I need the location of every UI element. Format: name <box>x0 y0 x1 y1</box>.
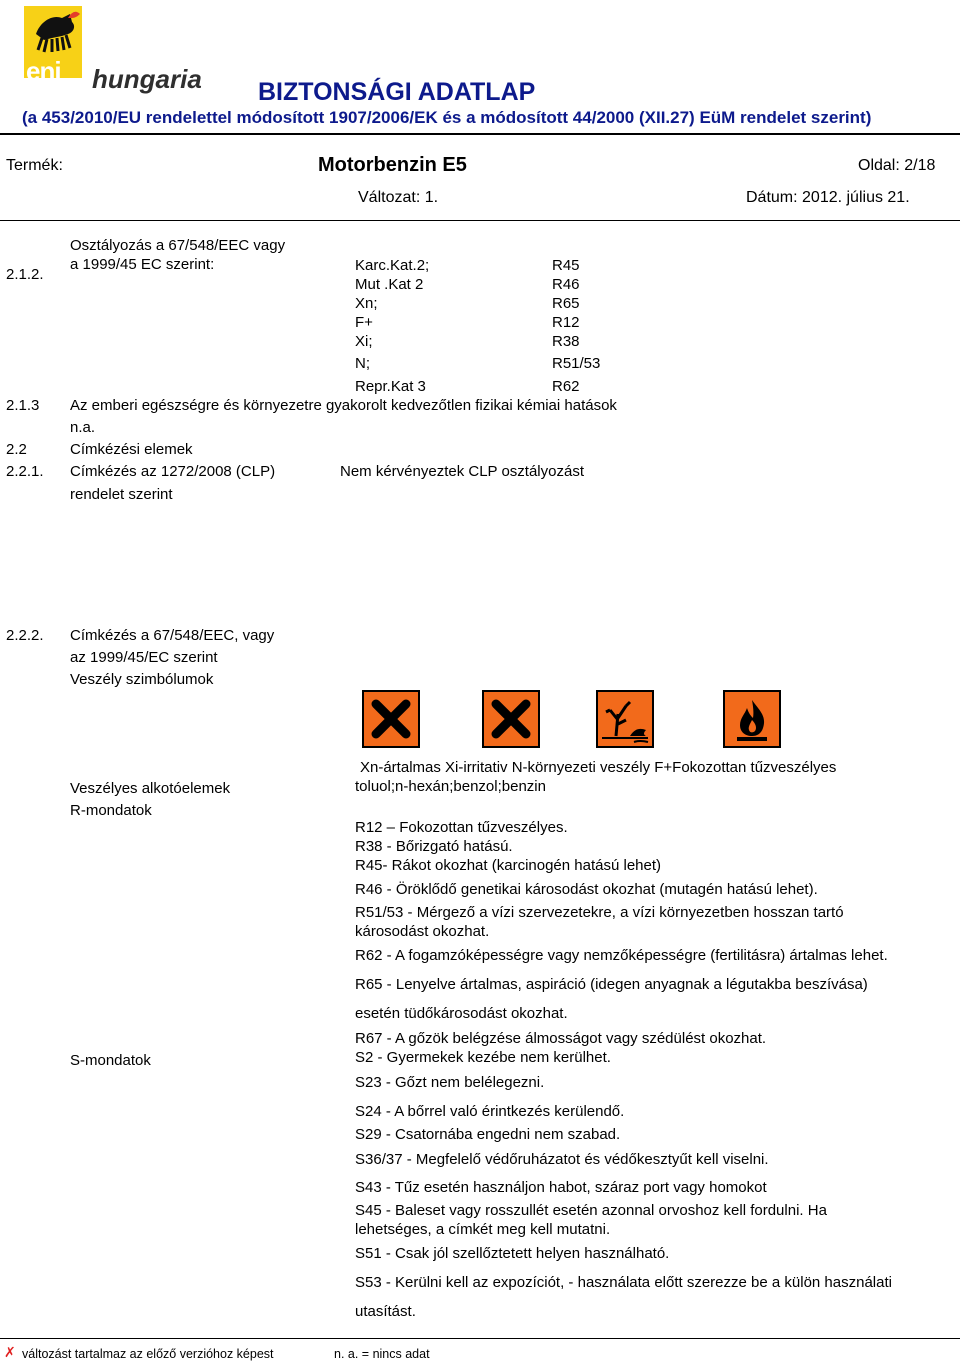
flame-icon <box>723 690 781 748</box>
section-number-222: 2.2.2. <box>6 627 44 644</box>
section-221-value: Nem kérvényeztek CLP osztályozást <box>340 463 584 480</box>
r-phrase-item: R62 <box>552 378 580 395</box>
s-sentence: S29 - Csatornába engedni nem szabad. <box>355 1126 621 1143</box>
classification-r-phrases <box>552 256 600 396</box>
logo-brand-text: eni <box>26 56 61 86</box>
r-sentence: R62 - A fogamzóképességre vagy nemzőképességre (fertilitásra) ártalmas lehet. <box>355 947 888 964</box>
s-sentence: S24 - A bőrrel való érintkezés kerülendő. <box>355 1103 625 1120</box>
date-label: Dátum: 2012. július 21. <box>746 189 910 206</box>
category-item: Mut .Kat 2 <box>355 276 424 293</box>
s-sentence: S36/37 - Megfelelő védőruházatot és védőkesztyűt kell viselni. <box>355 1151 769 1168</box>
section-212-label-line1: Osztályozás a 67/548/EEC vagy <box>70 237 286 254</box>
r-phrase-item: R38 <box>552 333 580 350</box>
section-number-22: 2.2 <box>6 441 27 458</box>
dangerous-components-label: Veszélyes alkotóelemek <box>70 780 231 797</box>
section-222-label-line3: Veszély szimbólumok <box>70 671 214 688</box>
document-subtitle: (a 453/2010/EU rendelettel módosított 1907/2006/EK és a módosított 44/2000 (XII.27) EüM rendelet szerint) <box>22 108 872 127</box>
category-item: N; <box>355 355 370 372</box>
product-label: Termék: <box>6 157 63 174</box>
section-213-value: n.a. <box>70 419 96 436</box>
r-sentence: R38 - Bőrizgató hatású. <box>355 838 513 855</box>
s-sentence: S43 - Tűz esetén használjon habot, száraz port vagy homokot <box>355 1179 767 1196</box>
r-sentence: R12 – Fokozottan tűzveszélyes. <box>355 819 568 836</box>
irritant-x-icon <box>482 690 540 748</box>
r-sentence: R51/53 - Mérgező a vízi szervezetekre, a vízi környezetben hosszan tartó <box>355 904 844 921</box>
section-212-label-line2: a 1999/45 EC szerint: <box>70 256 215 273</box>
section-222-label-line1: Címkézés a 67/548/EEC, vagy <box>70 627 275 644</box>
page-number: Oldal: 2/18 <box>858 157 936 174</box>
r-sentence: esetén tüdőkárosodást okozhat. <box>355 1005 568 1022</box>
section-number-212: 2.1.2. <box>6 266 44 283</box>
product-name: Motorbenzin E5 <box>318 154 467 176</box>
r-phrase-item: R45 <box>552 257 580 274</box>
r-phrase-item: R46 <box>552 276 580 293</box>
s-sentence: S53 - Kerülni kell az expozíciót, - használata előtt szerezze be a külön használati <box>355 1274 892 1291</box>
change-mark-icon: ✗ <box>4 1344 16 1360</box>
version-label: Változat: 1. <box>358 189 439 206</box>
section-number-213: 2.1.3 <box>6 397 40 414</box>
category-item: Xi; <box>355 333 373 350</box>
section-221-label-line2: rendelet szerint <box>70 486 173 503</box>
r-sentence: R46 - Öröklődő genetikai károsodást okozhat (mutagén hatású lehet). <box>355 881 818 898</box>
hazard-symbol-captions: Xn-ártalmas Xi-irritativ N-környezeti veszély F+Fokozottan tűzveszélyes <box>360 759 837 776</box>
classification-categories <box>355 256 429 396</box>
r-phrase-item: R65 <box>552 295 580 312</box>
r-phrase-item: R51/53 <box>552 355 601 372</box>
r-sentence: károsodást okozhat. <box>355 923 490 940</box>
s-sentence: utasítást. <box>355 1303 416 1320</box>
s-sentence: S23 - Gőzt nem belélegezni. <box>355 1074 545 1091</box>
category-item: Repr.Kat 3 <box>355 378 426 395</box>
r-sentence: R45- Rákot okozhat (karcinogén hatású lehet) <box>355 857 662 874</box>
environment-hazard-icon <box>596 690 654 748</box>
s-sentence: S2 - Gyermekek kezébe nem kerülhet. <box>355 1049 611 1066</box>
s-sentence: S51 - Csak jól szellőztetett helyen használható. <box>355 1245 670 1262</box>
s-sentences-label: S-mondatok <box>70 1052 151 1069</box>
r-sentence: R65 - Lenyelve ártalmas, aspiráció (idegen anyagnak a légutakba beszívása) <box>355 976 868 993</box>
header-divider <box>0 133 960 135</box>
section-221-label-line1: Címkézés az 1272/2008 (CLP) <box>70 463 276 480</box>
r-phrase-item: R12 <box>552 314 580 331</box>
section-213-text: Az emberi egészségre és környezetre gyakorolt kedvezőtlen fizikai kémiai hatások <box>70 397 617 414</box>
section-222-label-line2: az 1999/45/EC szerint <box>70 649 218 666</box>
r-sentence: R67 - A gőzök belégzése álmosságot vagy szédülést okozhat. <box>355 1030 767 1047</box>
footer-change-note: változást tartalmaz az előző verzióhoz képest <box>22 1347 274 1361</box>
category-item: Xn; <box>355 295 378 312</box>
footer-na-note: n. a. = nincs adat <box>334 1347 430 1361</box>
section-22-text: Címkézési elemek <box>70 441 193 458</box>
s-sentence: lehetséges, a címkét meg kell mutatni. <box>355 1221 611 1238</box>
footer-divider <box>0 1338 960 1339</box>
section-number-221: 2.2.1. <box>6 463 44 480</box>
s-sentence: S45 - Baleset vagy rosszullét esetén azonnal orvoshoz kell fordulni. Ha <box>355 1202 827 1219</box>
category-item: Karc.Kat.2; <box>355 257 430 274</box>
logo-sub-text: hungaria <box>92 64 202 94</box>
r-sentences-label: R-mondatok <box>70 802 152 819</box>
dangerous-components-value: toluol;n-hexán;benzol;benzin <box>355 778 546 795</box>
eni-logo <box>22 4 202 96</box>
document-title: BIZTONSÁGI ADATLAP <box>258 78 536 106</box>
category-item: F+ <box>355 314 373 331</box>
header-bottom-divider <box>0 220 960 221</box>
harmful-x-icon <box>362 690 420 748</box>
